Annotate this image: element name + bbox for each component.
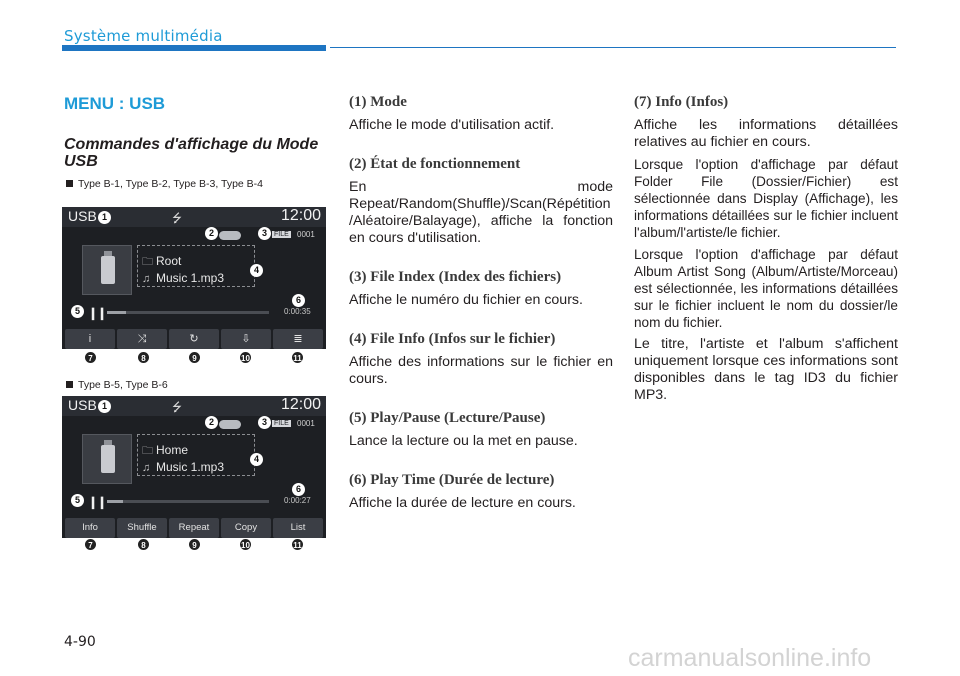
- usb-screen-1: [62, 207, 326, 370]
- section-subtitle: Commandes d'affichage du Mode USB: [64, 136, 319, 170]
- info-button[interactable]: i: [65, 329, 115, 349]
- bullet-square-icon: [66, 381, 73, 388]
- type-label-1: Type B-1, Type B-2, Type B-3, Type B-4: [66, 178, 263, 190]
- callout-7: 7: [84, 538, 97, 551]
- para-info-2: Lorsque l'option d'affichage par défaut Folder File (Dossier/Fichier) est sélectionnée dans Display (Affichage), les informations détaillées sur le fichier incluent l'album/l'artiste/le fichier.: [634, 157, 898, 240]
- play-time: 0:00:35: [284, 307, 311, 316]
- progress-bar[interactable]: [107, 500, 269, 503]
- callout-10: 10: [239, 351, 252, 364]
- file-index: 0001: [297, 419, 315, 428]
- pause-icon[interactable]: ❙❙: [88, 306, 107, 320]
- file-row: ♫ Music 1.mp3: [142, 460, 225, 474]
- usb-device-icon: [82, 245, 132, 295]
- descriptions-column-3: [634, 94, 898, 404]
- usb-icon: ⭍: [172, 400, 182, 414]
- heading-status: (2) État de fonctionnement: [349, 156, 521, 172]
- para-play-time: Affiche la durée de lecture en cours.: [349, 495, 576, 511]
- shuffle-button[interactable]: ⤨: [117, 329, 167, 349]
- callout-2: 2: [205, 227, 218, 240]
- file-index: 0001: [297, 230, 315, 239]
- callout-11: 11: [291, 351, 304, 364]
- para-info-1: Affiche les informations détaillées relatives au fichier en cours.: [634, 117, 898, 150]
- callout-4: 4: [250, 264, 263, 277]
- repeat-status-icon: [219, 420, 241, 429]
- callout-3: 3: [258, 416, 271, 429]
- callout-6: 6: [292, 483, 305, 496]
- callout-7: 7: [84, 351, 97, 364]
- music-note-icon: ♫: [142, 273, 151, 285]
- repeat-button[interactable]: ↻: [169, 329, 219, 349]
- callout-8: 8: [137, 351, 150, 364]
- folder-icon: 🗀: [142, 445, 153, 457]
- callout-11: 11: [291, 538, 304, 551]
- mode-label: USB: [68, 208, 97, 224]
- para-info-3: Lorsque l'option d'affichage par défaut Album Artist Song (Album/Artiste/Morceau) est sélectionnée, les informations détaillées sur le fichier incluent le nom du dossier/le nom du fichier.: [634, 247, 898, 330]
- para-file-info: Affiche des informations sur le fichier en cours.: [349, 354, 613, 387]
- heading-mode: (1) Mode: [349, 94, 407, 110]
- progress-bar[interactable]: [107, 311, 269, 314]
- copy-button[interactable]: Copy: [221, 518, 271, 538]
- heading-play-time: (6) Play Time (Durée de lecture): [349, 472, 555, 488]
- callout-2: 2: [205, 416, 218, 429]
- callout-1: 1: [98, 211, 111, 224]
- list-button[interactable]: ≣: [273, 329, 323, 349]
- callout-6: 6: [292, 294, 305, 307]
- para-info-4: Le titre, l'artiste et l'album s'affichent uniquement lorsque ces informations sont disponibles dans le tag ID3 du fichier MP3.: [634, 336, 898, 403]
- button-bar: [62, 329, 326, 349]
- callout-8: 8: [137, 538, 150, 551]
- callout-10: 10: [239, 538, 252, 551]
- descriptions-column-2: [349, 94, 613, 512]
- clock: 12:00: [280, 207, 321, 224]
- chapter-title: Système multimédia: [64, 27, 223, 45]
- heading-info: (7) Info (Infos): [634, 94, 729, 110]
- folder-row: 🗀 Root: [142, 253, 181, 272]
- folder-row: 🗀 Home: [142, 442, 188, 461]
- heading-play-pause: (5) Play/Pause (Lecture/Pause): [349, 410, 546, 426]
- music-note-icon: ♫: [142, 462, 151, 474]
- folder-icon: 🗀: [142, 256, 153, 268]
- page-number: 4-90: [64, 634, 96, 650]
- repeat-status-icon: [219, 231, 241, 240]
- callout-9: 9: [188, 351, 201, 364]
- type-label-2: Type B-5, Type B-6: [66, 379, 168, 391]
- shuffle-button[interactable]: Shuffle: [117, 518, 167, 538]
- watermark: carmanualsonline.info: [628, 644, 872, 672]
- heading-file-info: (4) File Info (Infos sur le fichier): [349, 331, 556, 347]
- usb-screen-2: [62, 396, 326, 559]
- header-rule-thick: [62, 45, 326, 51]
- para-file-index: Affiche le numéro du fichier en cours.: [349, 292, 583, 308]
- file-row: ♫ Music 1.mp3: [142, 271, 225, 285]
- callout-5: 5: [71, 305, 84, 318]
- list-button[interactable]: List: [273, 518, 323, 538]
- para-play-pause: Lance la lecture ou la met en pause.: [349, 433, 578, 449]
- info-button[interactable]: Info: [65, 518, 115, 538]
- heading-file-index: (3) File Index (Index des fichiers): [349, 269, 562, 285]
- copy-button[interactable]: ⇩: [221, 329, 271, 349]
- callout-9: 9: [188, 538, 201, 551]
- bullet-square-icon: [66, 180, 73, 187]
- usb-icon: ⭍: [172, 211, 182, 225]
- header-rule-thin: [330, 47, 896, 48]
- mode-label: USB: [68, 397, 97, 413]
- file-badge: FILE: [274, 231, 289, 238]
- button-bar: [62, 518, 326, 538]
- callout-3: 3: [258, 227, 271, 240]
- usb-device-icon: [82, 434, 132, 484]
- pause-icon[interactable]: ❙❙: [88, 495, 107, 509]
- callout-5: 5: [71, 494, 84, 507]
- callout-4: 4: [250, 453, 263, 466]
- callout-1: 1: [98, 400, 111, 413]
- para-mode: Affiche le mode d'utilisation actif.: [349, 117, 555, 133]
- play-time: 0:00:27: [284, 496, 311, 505]
- repeat-button[interactable]: Repeat: [169, 518, 219, 538]
- section-title: MENU : USB: [64, 94, 166, 113]
- file-badge: FILE: [274, 420, 289, 427]
- para-status: En mode Repeat/Random(Shuffle)/Scan(Répétition/Aléatoire/Balayage), affiche la fonction en cours d'utilisation.: [349, 179, 613, 246]
- clock: 12:00: [280, 396, 321, 413]
